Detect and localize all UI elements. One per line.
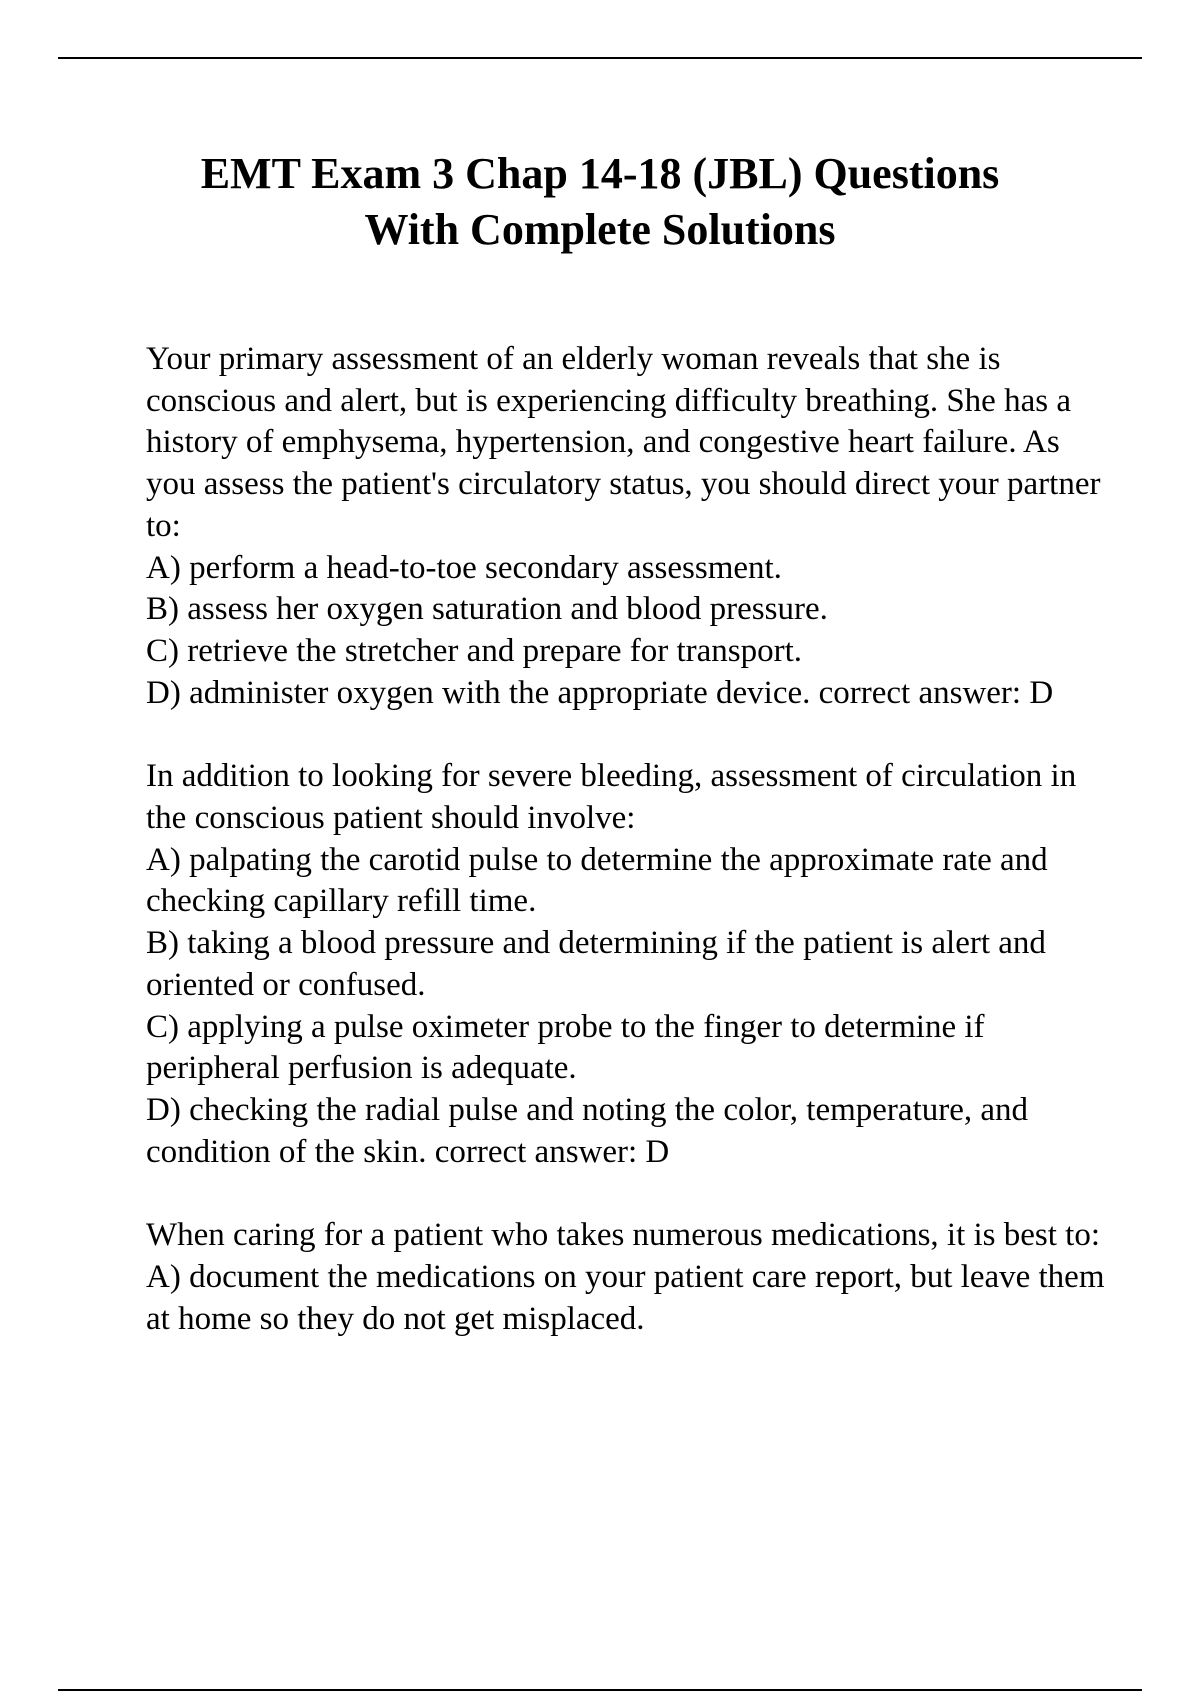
option-a: A) document the medications on your patient care report, but leave them at home so they do not get misplaced. — [146, 1259, 1105, 1337]
option-a: A) palpating the carotid pulse to determine the approximate rate and checking capillary refill time. — [146, 841, 1048, 920]
title-line-2: With Complete Solutions — [364, 205, 836, 254]
question-stem: When caring for a patient who takes numerous medications, it is best to: — [146, 1217, 1101, 1254]
option-b: B) assess her oxygen saturation and blood pressure. — [146, 591, 828, 628]
title-line-1: EMT Exam 3 Chap 14-18 (JBL) Questions — [200, 149, 1000, 198]
option-d-with-answer: D) checking the radial pulse and noting the color, temperature, and condition of the skin. correct answer: D — [146, 1091, 1029, 1170]
option-a: A) perform a head-to-toe secondary assessment. — [146, 549, 782, 586]
question-stem: In addition to looking for severe bleeding, assessment of circulation in the conscious patient should involve: — [146, 758, 1077, 837]
option-c: C) retrieve the stretcher and prepare for transport. — [146, 632, 803, 669]
option-b: B) taking a blood pressure and determining if the patient is alert and oriented or confused. — [146, 925, 1046, 1003]
top-rule — [58, 57, 1142, 59]
option-c: C) applying a pulse oximeter probe to the finger to determine if peripheral perfusion is adequate. — [146, 1008, 985, 1087]
questions-list — [146, 339, 1106, 1382]
option-d-with-answer: D) administer oxygen with the appropriate device. correct answer: D — [146, 674, 1054, 711]
question-1 — [146, 339, 1106, 714]
document-title — [100, 146, 1100, 258]
bottom-rule — [58, 1689, 1142, 1691]
question-2 — [146, 756, 1106, 1173]
question-3 — [146, 1215, 1106, 1340]
question-stem: Your primary assessment of an elderly woman reveals that she is conscious and alert, but is experiencing difficulty breathing. She has a history of emphysema, hypertension, and congestive heart failure. As you assess the patient's circulatory status, you should direct your partner to: — [146, 341, 1101, 544]
